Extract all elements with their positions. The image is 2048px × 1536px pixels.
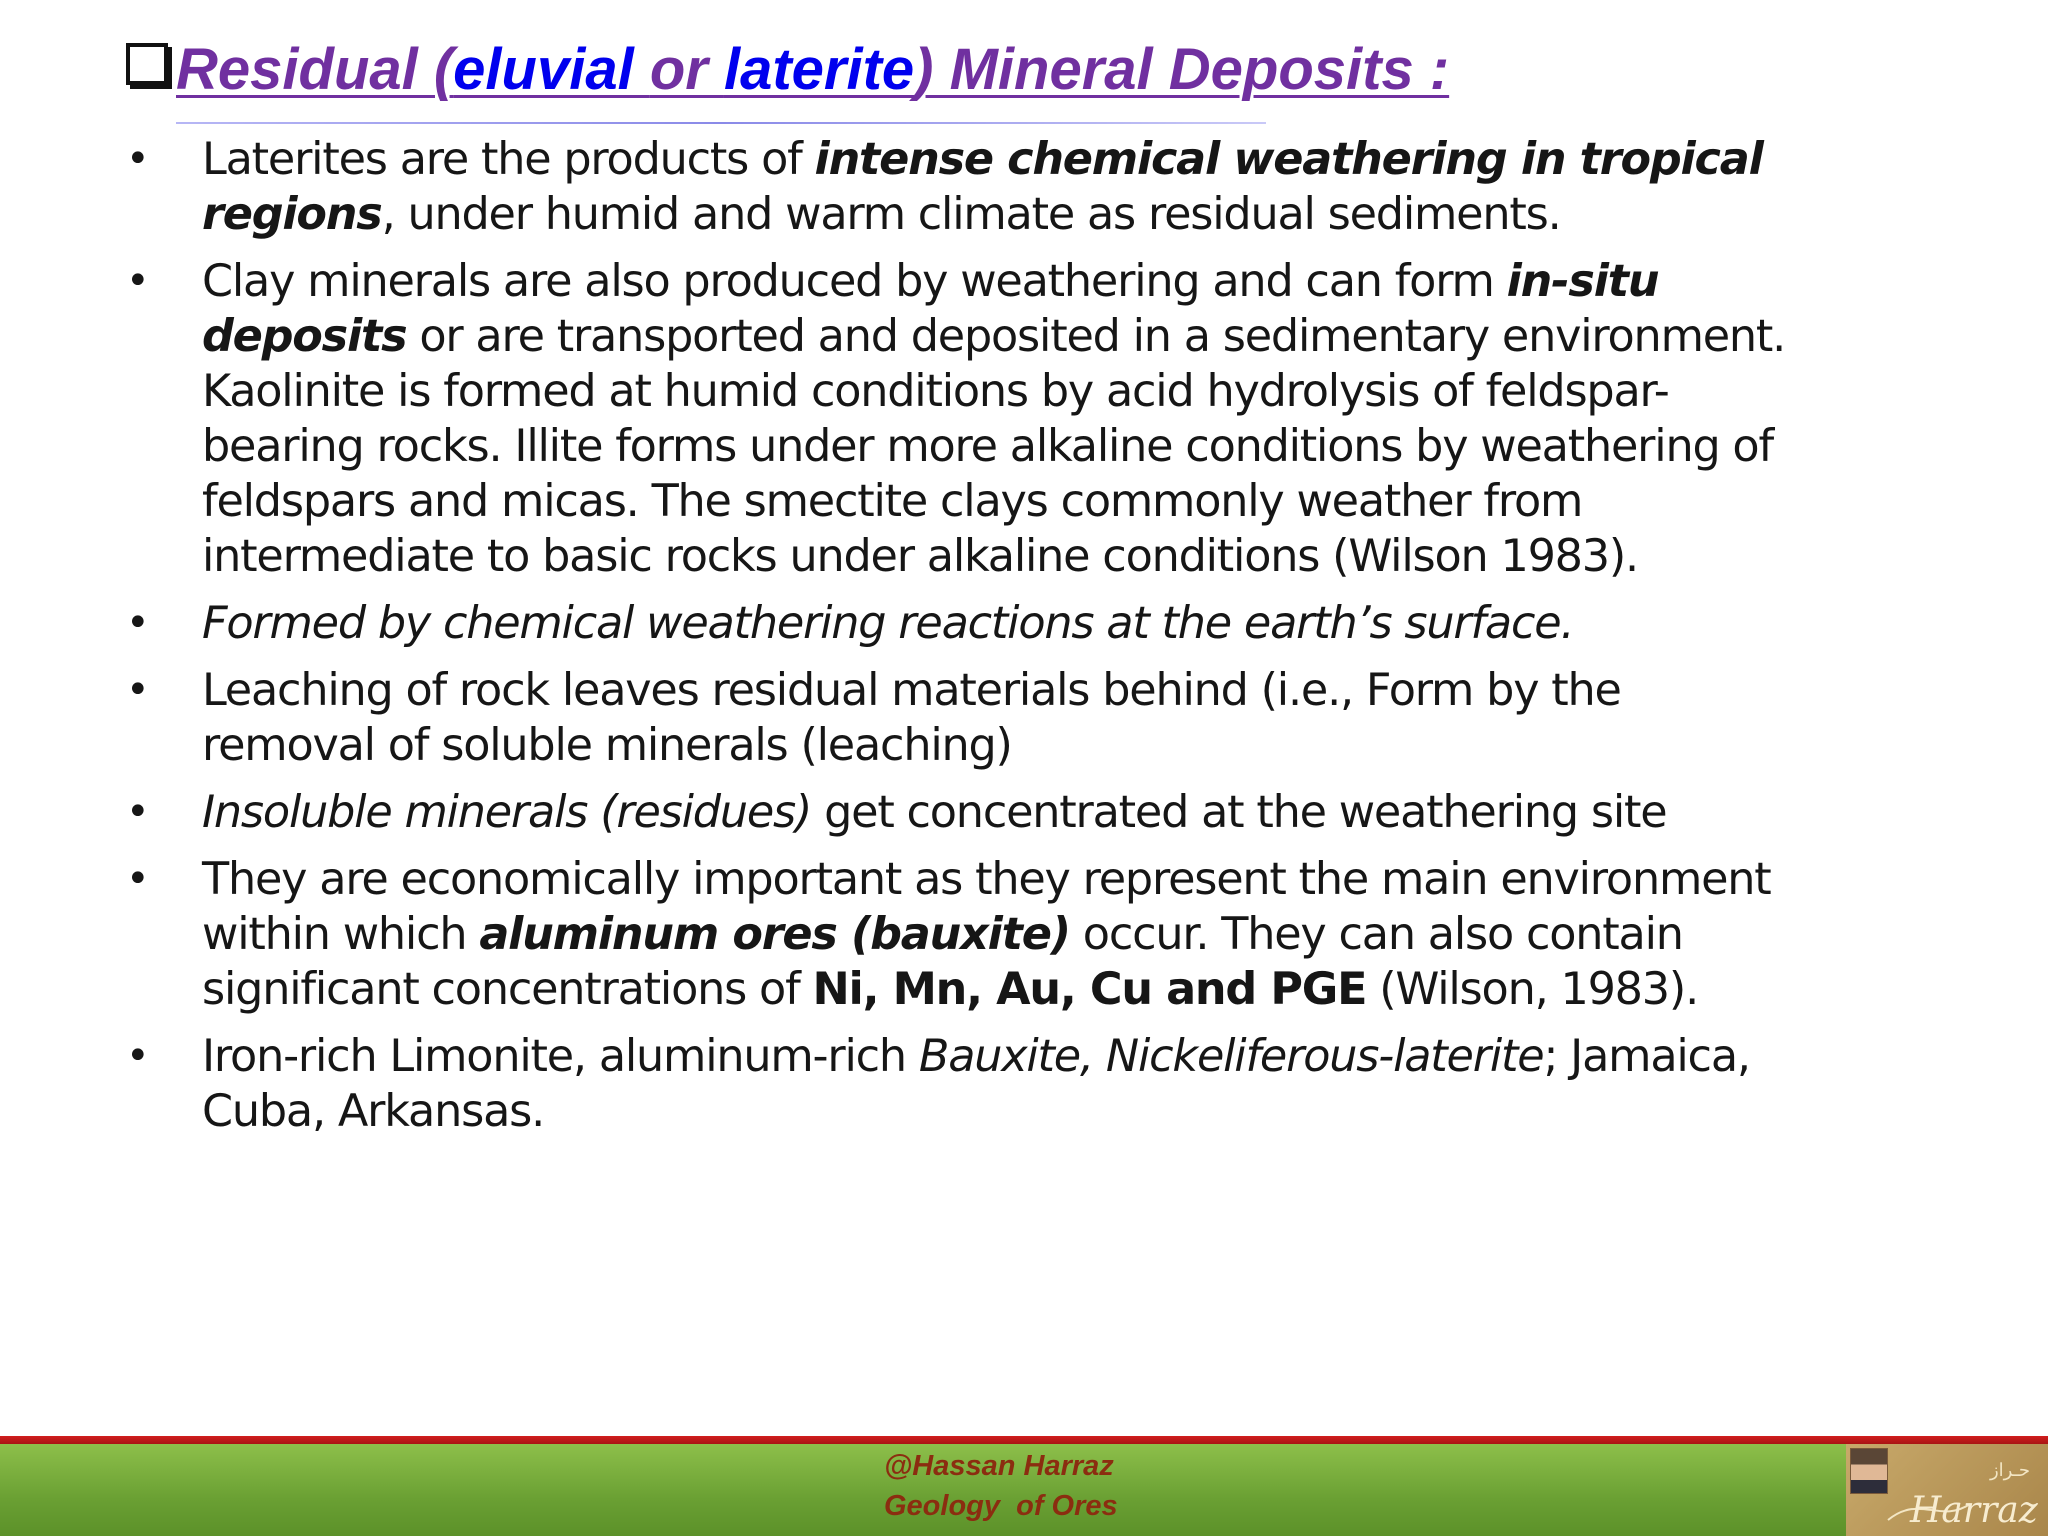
list-item	[122, 596, 1992, 651]
title-prefix: Residual (	[176, 37, 454, 102]
emphasis-text: in-situ	[1506, 256, 1659, 307]
emphasis-text: Insoluble minerals (residues)	[202, 787, 812, 838]
text: get concentrated at the weathering site	[811, 787, 1667, 838]
text: (Wilson, 1983).	[1366, 964, 1699, 1015]
list-item	[122, 254, 1992, 584]
bullet-list	[122, 132, 1992, 1151]
emphasis-text: Bauxite, Nickeliferous-laterite	[918, 1031, 1544, 1082]
footer-course: Geology of Ores	[884, 1490, 1118, 1522]
slide-title	[126, 36, 1449, 116]
text-line: Leaching of rock leaves residual materials behind (i.e., Form by the	[202, 665, 1621, 716]
title-suffix: ) Mineral Deposits :	[914, 37, 1450, 102]
title-divider	[176, 122, 1266, 124]
text: ; Jamaica,	[1543, 1031, 1750, 1082]
text-line: They are economically important as they represent the main environment	[202, 854, 1771, 905]
footer-credit	[884, 1446, 1144, 1526]
text-line: Cuba, Arkansas.	[202, 1086, 545, 1137]
bullet-icon: •	[126, 1033, 149, 1079]
text: Clay minerals are also produced by weathering and can form	[202, 256, 1507, 307]
text: , under humid and warm climate as residual sediments.	[381, 189, 1561, 240]
text-line: Kaolinite is formed at humid conditions by acid hydrolysis of feldspar-	[202, 366, 1669, 417]
emphasis-text: regions	[202, 189, 382, 240]
text-line: feldspars and micas. The smectite clays commonly weather from	[202, 476, 1583, 527]
bullet-icon: •	[126, 789, 149, 835]
emphasis-text: intense chemical weathering in tropical	[814, 134, 1763, 185]
text: significant concentrations of	[202, 964, 813, 1015]
logo-arabic-text: حـراز	[1989, 1460, 2030, 1481]
text-line: Formed by chemical weathering reactions at the earth’s surface.	[202, 598, 1574, 649]
footer-author: @Hassan Harraz	[884, 1450, 1114, 1482]
title-link-eluvial[interactable]: eluvial	[453, 37, 650, 102]
text-line: removal of soluble minerals (leaching)	[202, 720, 1012, 771]
text-line: intermediate to basic rocks under alkaline conditions (Wilson 1983).	[202, 531, 1639, 582]
logo-text: Harraz	[1910, 1490, 2038, 1531]
emphasis-text: aluminum ores (bauxite)	[479, 909, 1070, 960]
bullet-icon: •	[126, 136, 149, 182]
text: within which	[202, 909, 480, 960]
text: Iron-rich Limonite, aluminum-rich	[202, 1031, 919, 1082]
list-item	[122, 663, 1992, 773]
bullet-icon: •	[126, 600, 149, 646]
title-link-laterite[interactable]: laterite	[723, 37, 915, 102]
bullet-icon: •	[126, 258, 149, 304]
bold-text: Ni, Mn, Au, Cu and PGE	[812, 964, 1367, 1015]
text: Laterites are the products of	[202, 134, 815, 185]
bullet-icon: •	[126, 856, 149, 902]
list-item	[122, 132, 1992, 242]
text: or are transported and deposited in a sedimentary environment.	[406, 311, 1786, 362]
harraz-signature-logo	[1880, 1454, 2048, 1534]
checkbox-bullet-icon	[126, 43, 168, 85]
text: occur. They can also contain	[1069, 909, 1683, 960]
footer-red-stripe	[0, 1436, 2048, 1444]
list-item	[122, 1029, 1992, 1139]
text-line: bearing rocks. Illite forms under more alkaline conditions by weathering of	[202, 421, 1773, 472]
title-mid: or	[649, 37, 724, 102]
bullet-icon: •	[126, 667, 149, 713]
list-item	[122, 785, 1992, 840]
emphasis-text: deposits	[202, 311, 407, 362]
list-item	[122, 852, 1992, 1017]
